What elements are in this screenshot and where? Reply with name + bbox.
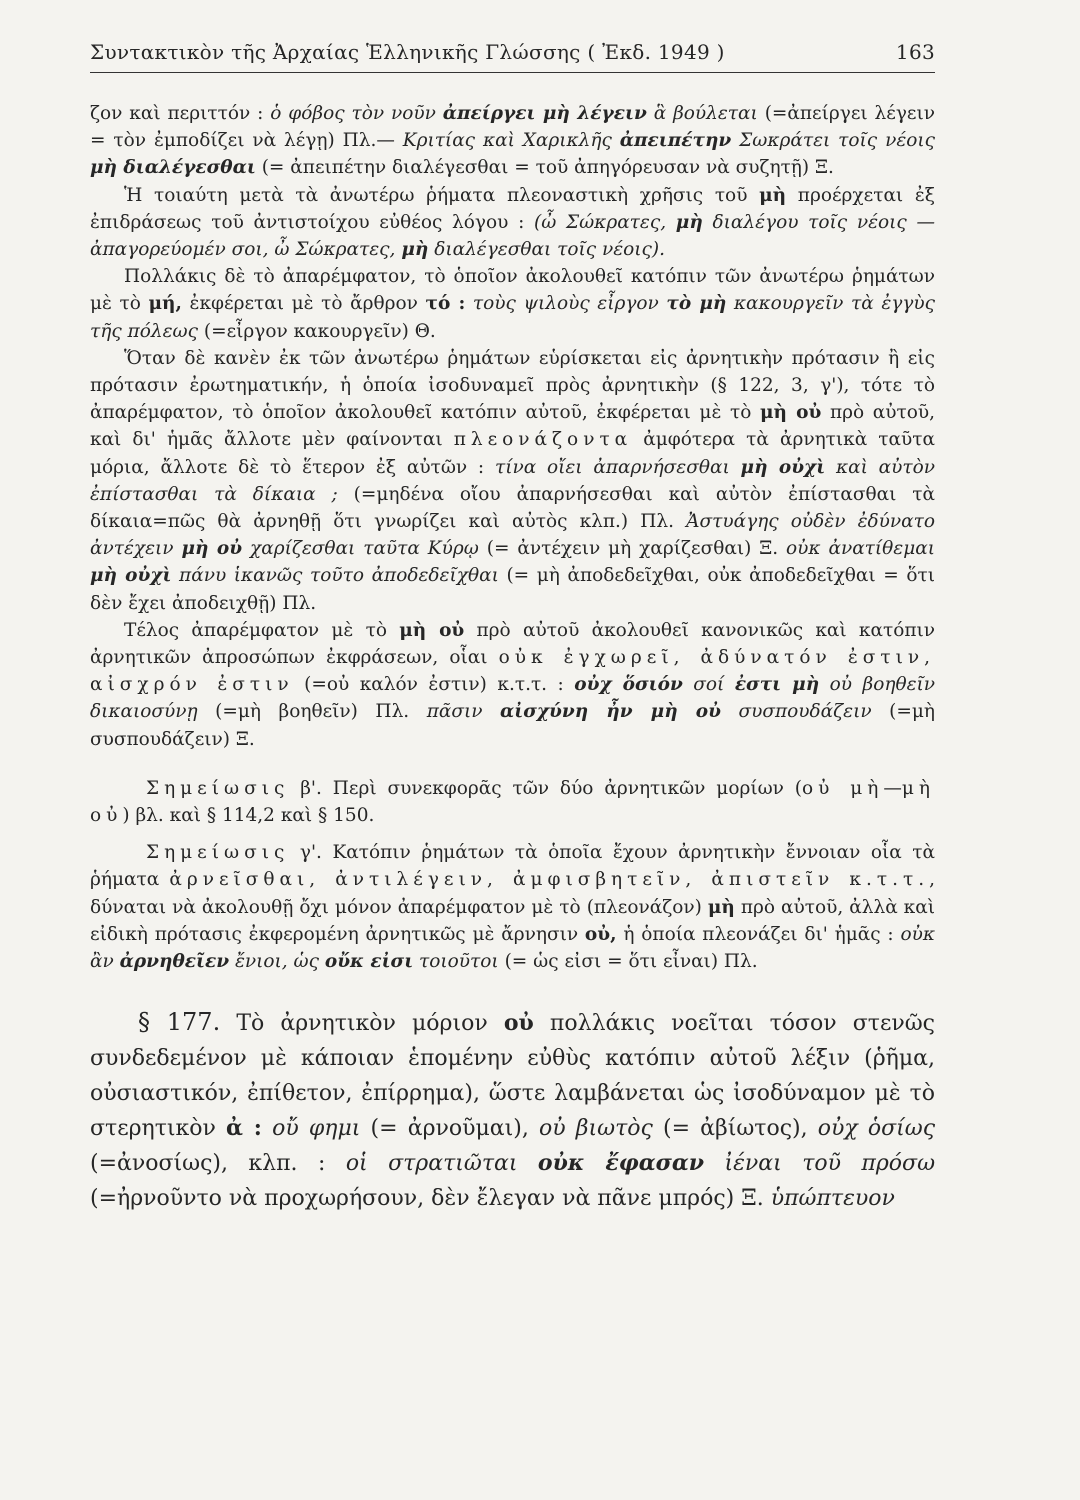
paragraph-pleonastic-use: Ἡ τοιαύτη μετὰ τὰ ἀνωτέρω ῥήματα πλεοναστικὴ χρῆσις τοῦ μὴ προέρχεται ἐξ ἐπιδράσεως τοῦ ἀντιστοίχου εὐθέος λόγου : (ὦ Σώκρατες, μὴ διαλέγου τοῖς νέοις — ἀπαγορεύομέν σοι, ὦ Σώκρατες, μὴ διαλέγεσθαι τοῖς νέοις). [90,184,935,261]
section-177: § 177. Τὸ ἀρνητικὸν μόριον οὐ πολλάκις νοεῖται τόσον στενῶς συνδεδεμένον μὲ κάποιαν ἑπομένην εὐθὺς κατόπιν αὐτοῦ λέξιν (ῥῆμα, οὐσιαστικόν, ἐπίθετον, ἐπίρρημα), ὥστε λαμβάνεται ὡς ἰσοδύναμον μὲ τὸ στερητικὸν ἀ : οὔ φημι (= ἀρνοῦμαι), οὐ βιωτὸς (= ἀβίωτος), οὐχ ὁσίως (=ἀνοσίως), κλπ. : οἱ στρατιῶται οὐκ ἔφασαν ἰέναι τοῦ πρόσω (=ἠρνοῦντο νὰ προχωρήσουν, δὲν ἔλεγαν νὰ πᾶνε μπρός) Ξ. ὑπώπτευον [90,1008,936,1212]
paragraph-impersonal: Τέλος ἀπαρέμφατον μὲ τὸ μὴ οὐ πρὸ αὐτοῦ ἀκολουθεῖ κανονικῶς καὶ κατόπιν ἀρνητικῶν ἀπροσώπων ἐκφράσεων, οἷαι οὐκ ἐγχωρεῖ, ἀδύνατόν ἐστιν, αἰσχρόν ἐστιν (=οὐ καλόν ἐστιν) κ.τ.τ. : οὐχ ὅσιόν σοί ἐστι μὴ οὐ βοηθεῖν δικαιοσύνῃ (=μὴ βοηθεῖν) Πλ. πᾶσιν αἰσχύνη ἦν μὴ οὐ συσπουδάζειν (=μὴ συσπουδάζειν) Ξ. [90,619,936,750]
page-body [90,100,935,1216]
paragraph-article-infinitive: Πολλάκις δὲ τὸ ἀπαρέμφατον, τὸ ὁποῖον ἀκολουθεῖ κατόπιν τῶν ἀνωτέρω ῥημάτων μὲ τὸ μή, ἐκφέρεται μὲ τὸ ἄρθρον τό : τοὺς ψιλοὺς εἶργον τὸ μὴ κακουργεῖν τὰ ἐγγὺς τῆς πόλεως (=εἶργον κακουργεῖν) Θ. [90,266,935,342]
paragraph-me-ou: Ὅταν δὲ κανὲν ἐκ τῶν ἀνωτέρω ῥημάτων εὑρίσκεται εἰς ἀρνητικὴν πρότασιν ἢ εἰς πρότασιν ἐρωτηματικήν, ἡ ὁποία ἰσοδυναμεῖ πρὸς ἀρνητικὴν (§ 122, 3, γ'), τότε τὸ ἀπαρέμφατον, τὸ ὁποῖον ἀκολουθεῖ κατόπιν αὐτοῦ, ἐκφέρεται μὲ τὸ μὴ οὐ πρὸ αὐτοῦ, καὶ δι' ἡμᾶς ἄλλοτε μὲν φαίνονται πλεονάζοντα ἀμφότερα τὰ ἀρνητικὰ ταῦτα μόρια, ἄλλοτε δὲ τὸ ἕτερον ἐξ αὐτῶν : τίνα οἴει ἀπαρνήσεσθαι μὴ οὐχὶ καὶ αὐτὸν ἐπίστασθαι τὰ δίκαια ; (=μηδένα οἴου ἀπαρνήσεσθαι καὶ αὐτὸν ἐπίστασθαι τὰ δίκαια=πῶς θὰ ἀρνηθῇ ὅτι γνωρίζει καὶ αὐτὸς κλπ.) Πλ. Ἀστυάγης οὐδὲν ἐδύνατο ἀντέχειν μὴ οὐ χαρίζεσθαι ταῦτα Κύρῳ (= ἀντέχειν μὴ χαρίζεσθαι) Ξ. οὐκ ἀνατίθεμαι μὴ οὐχὶ πάνυ ἱκανῶς τοῦτο ἀποδεδεῖχθαι (= μὴ ἀποδεδεῖχθαι, οὐκ ἀποδεδεῖχθαι = ὅτι δὲν ἔχει ἀποδειχθῇ) Πλ. [90,347,936,614]
section-number: § 177. [138,1008,221,1037]
paragraph-continuation: ζον καὶ περιττόν : ὁ φόβος τὸν νοῦν ἀπείργει μὴ λέγειν ἃ βούλεται (=ἀπείργει λέγειν = τὸν ἐμποδίζει νὰ λέγῃ) Πλ.— Κριτίας καὶ Χαρικλῆς ἀπειπέτην Σωκράτει τοῖς νέοις μὴ διαλέγεσθαι (= ἀπειπέτην διαλέγεσθαι = τοῦ ἀπηγόρευσαν νὰ συζητῇ) Ξ. [90,103,936,179]
running-header [90,40,935,73]
note-gamma: Σημείωσις γ'. Κατόπιν ῥημάτων τὰ ὁποῖα ἔχουν ἀρνητικὴν ἔννοιαν οἷα τὰ ῥήματα ἀρνεῖσθαι, ἀντιλέγειν, ἀμφισβητεῖν, ἀπιστεῖν κ.τ.τ., δύναται νὰ ἀκολουθῇ ὄχι μόνον ἀπαρέμφατον μὲ τὸ (πλεονάζον) μὴ πρὸ αὐτοῦ, ἀλλὰ καὶ εἰδικὴ πρότασις ἐκφερομένη ἀρνητικῶς μὲ ἄρνησιν οὐ, ἡ ὁποία πλεονάζει δι' ἡμᾶς : οὐκ ἂν ἀρνηθεῖεν ἔνιοι, ὡς οὔκ εἰσι τοιοῦτοι (= ὡς εἰσι = ὅτι εἶναι) Πλ. [90,842,935,973]
page-number: 163 [895,40,935,64]
note-beta: Σημείωσις β'. Περὶ συνεκφορᾶς τῶν δύο ἀρνητικῶν μορίων (οὐ μὴ—μὴ οὐ) βλ. καὶ § 114,2 καὶ § 150. [90,777,935,827]
header-title: Συντακτικὸν τῆς Ἀρχαίας Ἑλληνικῆς Γλώσσης ( Ἐκδ. 1949 ) [90,40,725,64]
